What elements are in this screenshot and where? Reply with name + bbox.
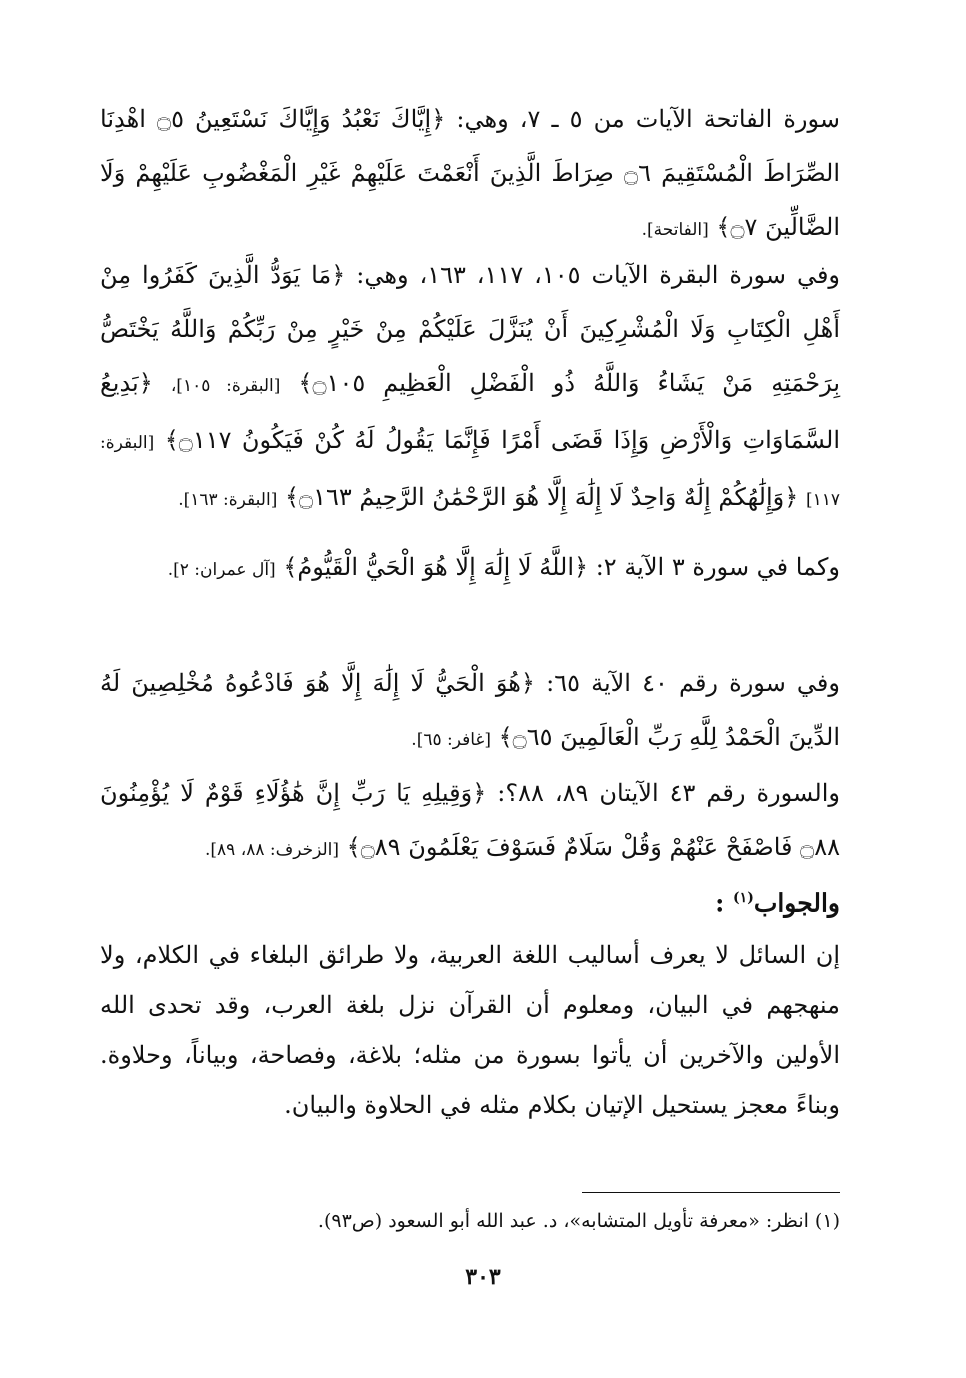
paragraph-baqara: [100, 248, 840, 527]
answer-heading-colon: :: [715, 888, 725, 918]
quran-verse: ﴿وَإِلَٰهُكُمْ إِلَٰهٌ وَاحِدٌ لَا إِلَٰهَ إِلَّا هُوَ الرَّحْمَٰنُ الرَّحِيمُ ۝١٦٣﴾: [284, 483, 799, 511]
paragraph-ghafir: [100, 656, 840, 767]
answer-paragraph: [100, 930, 840, 1130]
quran-verse: ﴿هُوَ الْحَيُّ لَا إِلَٰهَ إِلَّا هُوَ فَادْعُوهُ مُخْلِصِينَ لَهُ الدِّينَ الْحَمْدُ لِلَّهِ رَبِّ الْعَالَمِينَ ۝٦٥﴾: [100, 669, 840, 751]
verse-citation: [الزخرف: ٨٨، ٨٩].: [204, 840, 340, 860]
quran-verse: ﴿وَقِيلِهِ يَا رَبِّ إِنَّ هَٰؤُلَاءِ قَوْمٌ لَا يُؤْمِنُونَ ۝٨٨ فَاصْفَحْ عَنْهُمْ وَقُلْ سَلَامٌ فَسَوْفَ يَعْلَمُونَ ۝٨٩﴾: [100, 779, 840, 861]
verse-citation: [الفاتحة].: [641, 220, 709, 240]
verse-citation: [آل عمران: ٢].: [167, 560, 276, 580]
answer-heading: [100, 876, 840, 925]
quran-verse: ﴿مَا يَوَدُّ الَّذِينَ كَفَرُوا مِنْ أَهْلِ الْكِتَابِ وَلَا الْمُشْرِكِينَ أَنْ يُنَزَّلَ عَلَيْكُمْ مِنْ خَيْرٍ مِنْ رَبِّكُمْ وَاللَّهُ يَخْتَصُّ بِرَحْمَتِهِ مَنْ يَشَاءُ وَاللَّهُ ذُو الْفَضْلِ الْعَظِيمِ ۝١٠٥﴾: [100, 261, 841, 397]
verse-citation: [غافر: ٦٥].: [411, 730, 491, 750]
answer-heading-text: والجواب: [753, 888, 840, 918]
page-number: ٣٠٣: [465, 1264, 501, 1290]
verse-citation: [البقرة: ١١٧]: [100, 433, 840, 510]
quran-verse: ﴿بَدِيعُ السَّمَاوَاتِ وَالْأَرْضِ وَإِذَا قَضَى أَمْرًا فَإِنَّمَا يَقُولُ لَهُ كُنْ فَيَكُونُ ۝١١٧﴾: [100, 369, 840, 454]
paragraph-intro: وفي سورة رقم ٤٠ الآية ٦٥:: [546, 669, 840, 697]
quran-verse: ﴿إِيَّاكَ نَعْبُدُ وَإِيَّاكَ نَسْتَعِينُ ۝٥ اهْدِنَا الصِّرَاطَ الْمُسْتَقِيمَ ۝٦ صِرَاطَ الَّذِينَ أَنْعَمْتَ عَلَيْهِمْ غَيْرِ الْمَغْضُوبِ عَلَيْهِمْ وَلَا الضَّالِّينَ ۝٧﴾: [100, 105, 840, 241]
footnote-separator: [582, 1192, 840, 1193]
paragraph-zukhruf: [100, 766, 840, 877]
paragraph-fatiha: [100, 92, 840, 257]
footnote: (١) انظر: «معرفة تأويل المتشابه»، د. عبد الله أبو السعود (ص٩٣).: [317, 1210, 840, 1232]
verse-citation: [البقرة: ١٦٣].: [178, 490, 278, 510]
paragraph-al-imran: [100, 540, 840, 597]
paragraph-intro: والسورة رقم ٤٣ الآيتان ٨٩، ٨٨؟:: [497, 779, 840, 807]
footnote-marker: (١): [733, 890, 754, 906]
paragraph-intro: سورة الفاتحة الآيات من ٥ ـ ٧، وهي:: [456, 105, 840, 133]
answer-body: إن السائل لا يعرف أساليب اللغة العربية، ولا طرائق البلغاء في الكلام، ولا منهجهم في البيان، ومعلوم أن القرآن نزل بلغة العرب، وقد تحدى الله الأولين والآخرين أن يأتوا بسورة من مثله؛ بلاغة، وفصاحة، وبياناً، وحلاوة. وبناءً معجز يستحيل الإتيان بكلام مثله في الحلاوة والبيان.: [100, 941, 840, 1119]
verse-citation: [البقرة: ١٠٥]،: [170, 376, 281, 396]
paragraph-intro: وفي سورة البقرة الآيات ١٠٥، ١١٧، ١٦٣، وهي:: [356, 261, 841, 289]
paragraph-intro: وكما في سورة ٣ الآية ٢:: [595, 553, 840, 581]
quran-verse: ﴿اللَّهُ لَا إِلَٰهَ إِلَّا هُوَ الْحَيُّ الْقَيُّومُ﴾: [283, 553, 589, 581]
